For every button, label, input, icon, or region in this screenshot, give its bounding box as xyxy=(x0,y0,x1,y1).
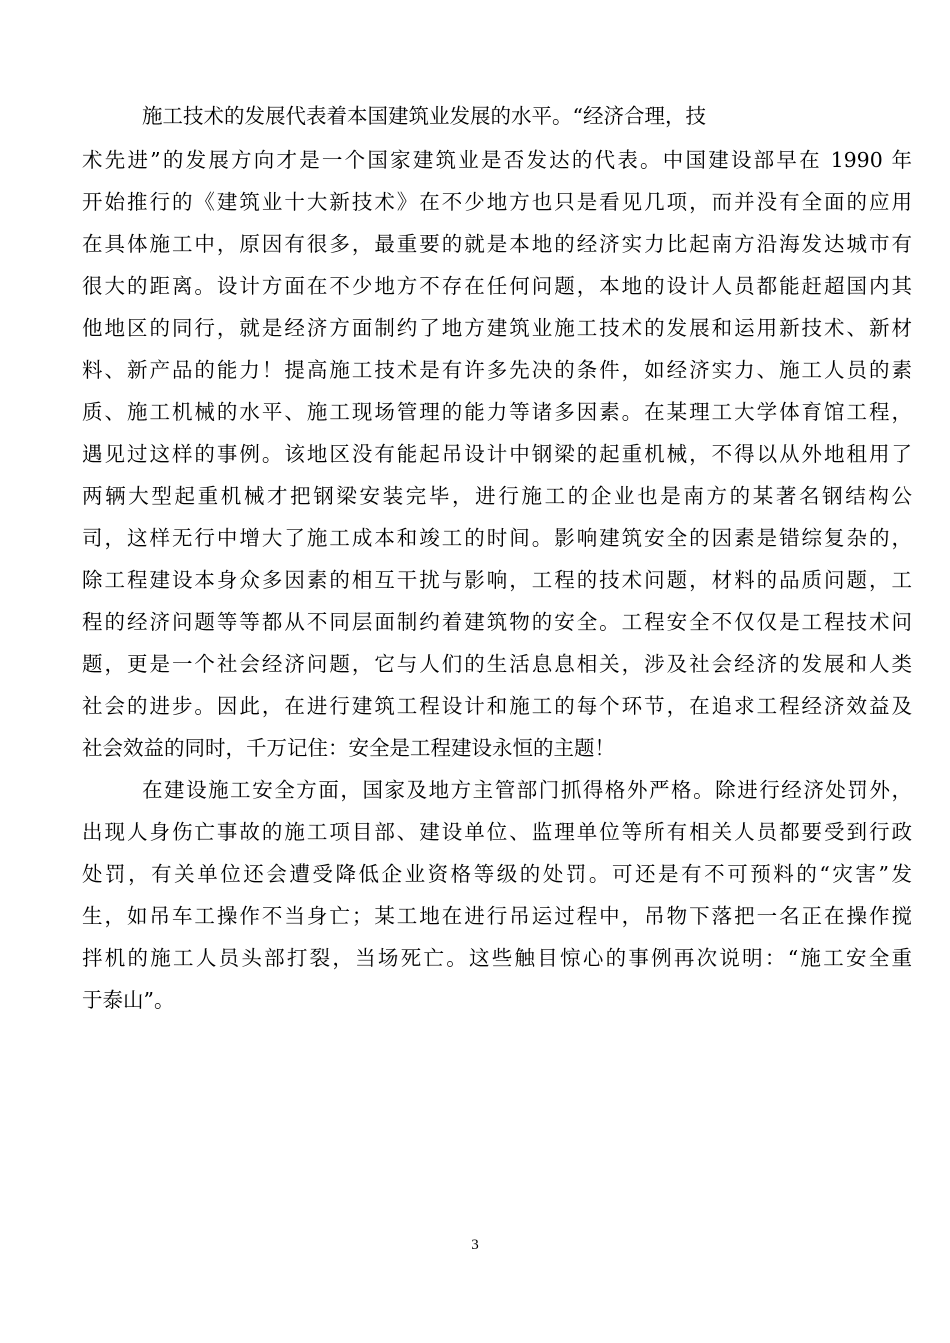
paragraph-line: 两辆大型起重机械才把钢梁安装完毕，进行施工的企业也是南方的某著名钢结构公 xyxy=(82,484,912,508)
paragraph-line: 司，这样无行中增大了施工成本和竣工的时间。影响建筑安全的因素是错综复杂的， xyxy=(82,526,912,550)
paragraph-line: 社会的进步。因此，在进行建筑工程设计和施工的每个环节，在追求工程经济效益及 xyxy=(82,694,912,718)
paragraph-line: 遇见过这样的事例。该地区没有能起吊设计中钢梁的起重机械，不得以从外地租用了 xyxy=(82,442,912,466)
paragraph-line: 题，更是一个社会经济问题，它与人们的生活息息相关，涉及社会经济的发展和人类 xyxy=(82,652,912,676)
paragraph-line: 施工技术的发展代表着本国建筑业发展的水平。“经济合理，技 xyxy=(142,104,706,128)
paragraph-line: 在建设施工安全方面，国家及地方主管部门抓得格外严格。除进行经济处罚外， xyxy=(142,778,912,802)
paragraph-line: 生，如吊车工操作不当身亡；某工地在进行吊运过程中，吊物下落把一名正在操作搅 xyxy=(82,904,912,928)
paragraph-line: 程的经济问题等等都从不同层面制约着建筑物的安全。工程安全不仅仅是工程技术问 xyxy=(82,610,912,634)
paragraph-line: 处罚，有关单位还会遭受降低企业资格等级的处罚。可还是有不可预料的“灾害”发 xyxy=(82,862,912,886)
paragraph-line: 开始推行的《建筑业十大新技术》在不少地方也只是看见几项，而并没有全面的应用 xyxy=(82,190,912,214)
paragraph-line: 出现人身伤亡事故的施工项目部、建设单位、监理单位等所有相关人员都要受到行政 xyxy=(82,820,912,844)
paragraph-line: 术先进”的发展方向才是一个国家建筑业是否发达的代表。中国建设部早在 1990 年 xyxy=(82,148,912,172)
page-number: 3 xyxy=(471,1237,479,1253)
paragraph-line: 除工程建设本身众多因素的相互干扰与影响，工程的技术问题，材料的品质问题，工 xyxy=(82,568,912,592)
paragraph-line: 质、施工机械的水平、施工现场管理的能力等诸多因素。在某理工大学体育馆工程， xyxy=(82,400,912,424)
paragraph-line: 在具体施工中，原因有很多，最重要的就是本地的经济实力比起南方沿海发达城市有 xyxy=(82,232,912,256)
paragraph-line: 于泰山”。 xyxy=(82,988,175,1012)
paragraph-line: 很大的距离。设计方面在不少地方不存在任何问题，本地的设计人员都能赶超国内其 xyxy=(82,274,912,298)
paragraph-line: 拌机的施工人员头部打裂，当场死亡。这些触目惊心的事例再次说明：“施工安全重 xyxy=(82,946,912,970)
paragraph-line: 社会效益的同时，千万记住：安全是工程建设永恒的主题！ xyxy=(82,736,615,760)
paragraph-line: 料、新产品的能力！提高施工技术是有许多先决的条件，如经济实力、施工人员的素 xyxy=(82,358,912,382)
paragraph-line: 他地区的同行，就是经济方面制约了地方建筑业施工技术的发展和运用新技术、新材 xyxy=(82,316,912,340)
